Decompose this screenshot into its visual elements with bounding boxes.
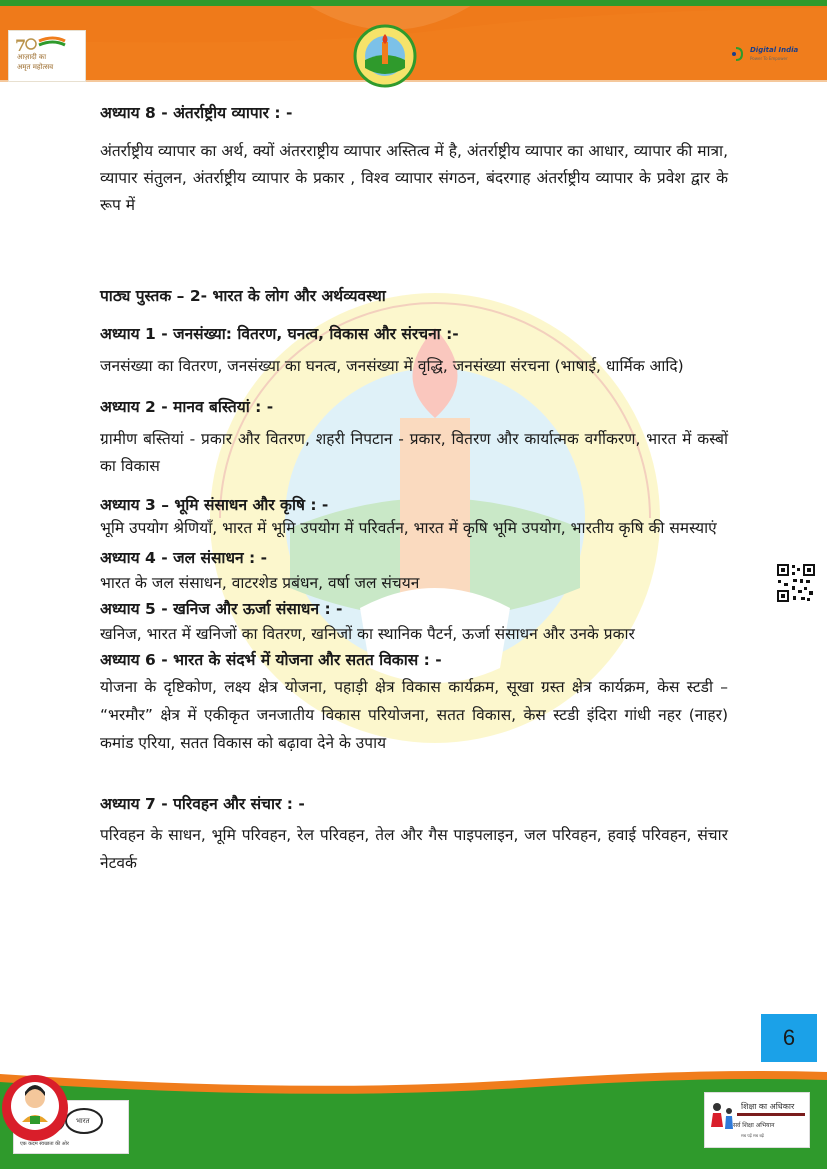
digital-india-text: Digital India [750,46,799,54]
section-heading-chapter-8: अध्याय 8 - अंतर्राष्ट्रीय व्यापार : - [100,104,293,122]
chapter-6-text: योजना के दृष्टिकोण, लक्ष्य क्षेत्र योजना, पहाड़ी क्षेत्र विकास कार्यक्रम, सूखा ग्रस्त क्षेत्र कार्यक्रम, केस स्टडी – “भरमौर” क्षेत्र में एकीकृत जनजातीय विकास परियोजना, सतत विकास, केस स्टडी इंदिरा गांधी नहर (नाहर) कमांड एरिया, सतत विकास को बढ़ावा देने के उपाय [100,678,728,752]
swachh-tagline: एक कदम स्वच्छता की ओर [20,1141,69,1147]
chapter-4-text: भारत के जल संसाधन, वाटरशेड प्रबंधन, वर्षा जल संचयन [100,574,420,592]
chapter-6-heading: अध्याय 6 - भारत के संदर्भ में योजना और सतत विकास : - [100,651,442,669]
chapter-7-heading: अध्याय 7 - परिवहन और संचार : - [100,795,305,813]
rte-subtitle: सर्व शिक्षा अभियान [733,1122,775,1129]
chapter-5-heading: अध्याय 5 - खनिज और ऊर्जा संसाधन : - [100,600,343,618]
chapter-1-heading: अध्याय 1 - जनसंख्या: वितरण, घनत्व, विकास और संरचना :- [100,325,459,343]
beti-bachao-beti-padhao-logo [0,1066,70,1150]
rte-title: शिक्षा का अधिकार [741,1102,795,1111]
digital-india-logo [728,40,798,72]
page-number: 6 [761,1014,817,1062]
azadi-logo-text-1: आज़ादी का [17,53,47,61]
swachh-text-2: भारत [76,1117,90,1125]
chapter-2-heading: अध्याय 2 - मानव बस्तियां : - [100,398,274,416]
right-to-education-logo [704,1092,810,1148]
svg-text:7: 7 [15,36,27,55]
chapter-5-text: खनिज, भारत में खनिजों का वितरण, खनिजों का स्थानिक पैटर्न, ऊर्जा संसाधन और उनके प्रकार [100,625,635,643]
digital-india-tagline: Power To Empower [750,56,788,61]
rte-children-icon [707,1099,737,1139]
chapter-3-heading: अध्याय 3 – भूमि संसाधन और कृषि : - [100,496,329,514]
section-text-chapter-8: अंतर्राष्ट्रीय व्यापार का अर्थ, क्यों अंतरराष्ट्रीय व्यापार अस्तित्व में है, अंतर्राष्ट्रीय व्यापार का आधार, व्यापार की मात्रा, व्यापार संतुलन, अंतर्राष्ट्रीय व्यापार के प्रकार , विश्व व्यापार संगठन, बंदरगाह अंतर्राष्ट्रीय व्यापार के प्रवेश द्वार के रूप में [100,142,728,214]
board-emblem-graphic [353,24,417,88]
book-title: पाठ्य पुस्तक – 2- भारत के लोग और अर्थव्यवस्था [100,287,386,305]
page-header [0,0,827,92]
digital-india-mark [728,40,750,68]
rte-underline [737,1113,805,1116]
chapter-2-text: ग्रामीण बस्तियां - प्रकार और वितरण, शहरी निपटान - प्रकार, वितरण और कार्यात्मक वर्गीकरण, भारत में कस्बों का विकास [100,430,728,475]
chapter-7-text: परिवहन के साधन, भूमि परिवहन, रेल परिवहन, तेल और गैस पाइपलाइन, जल परिवहन, हवाई परिवहन, संचार नेटवर्क [100,826,728,872]
board-emblem-logo [353,24,417,88]
chapter-4-heading: अध्याय 4 - जल संसाधन : - [100,549,268,567]
chapter-3-text: भूमि उपयोग श्रेणियाँ, भारत में भूमि उपयोग में परिवर्तन, भारत में कृषि भूमि उपयोग, भारतीय कृषि की समस्याएं [100,519,717,537]
rte-tagline: सब पढ़ें सब बढ़ें [741,1133,764,1138]
page-footer [0,1066,827,1169]
azadi-ka-amrit-mahotsav-logo [8,30,86,82]
qr-code[interactable] [776,563,816,603]
page-content [100,100,728,877]
chapter-1-text: जनसंख्या का वितरण, जनसंख्या का घनत्व, जनसंख्या में वृद्धि, जनसंख्या संरचना (भाषाई, धार्मिक आदि) [100,357,684,375]
azadi-logo-text-2: अमृत महोत्सव [17,63,54,71]
